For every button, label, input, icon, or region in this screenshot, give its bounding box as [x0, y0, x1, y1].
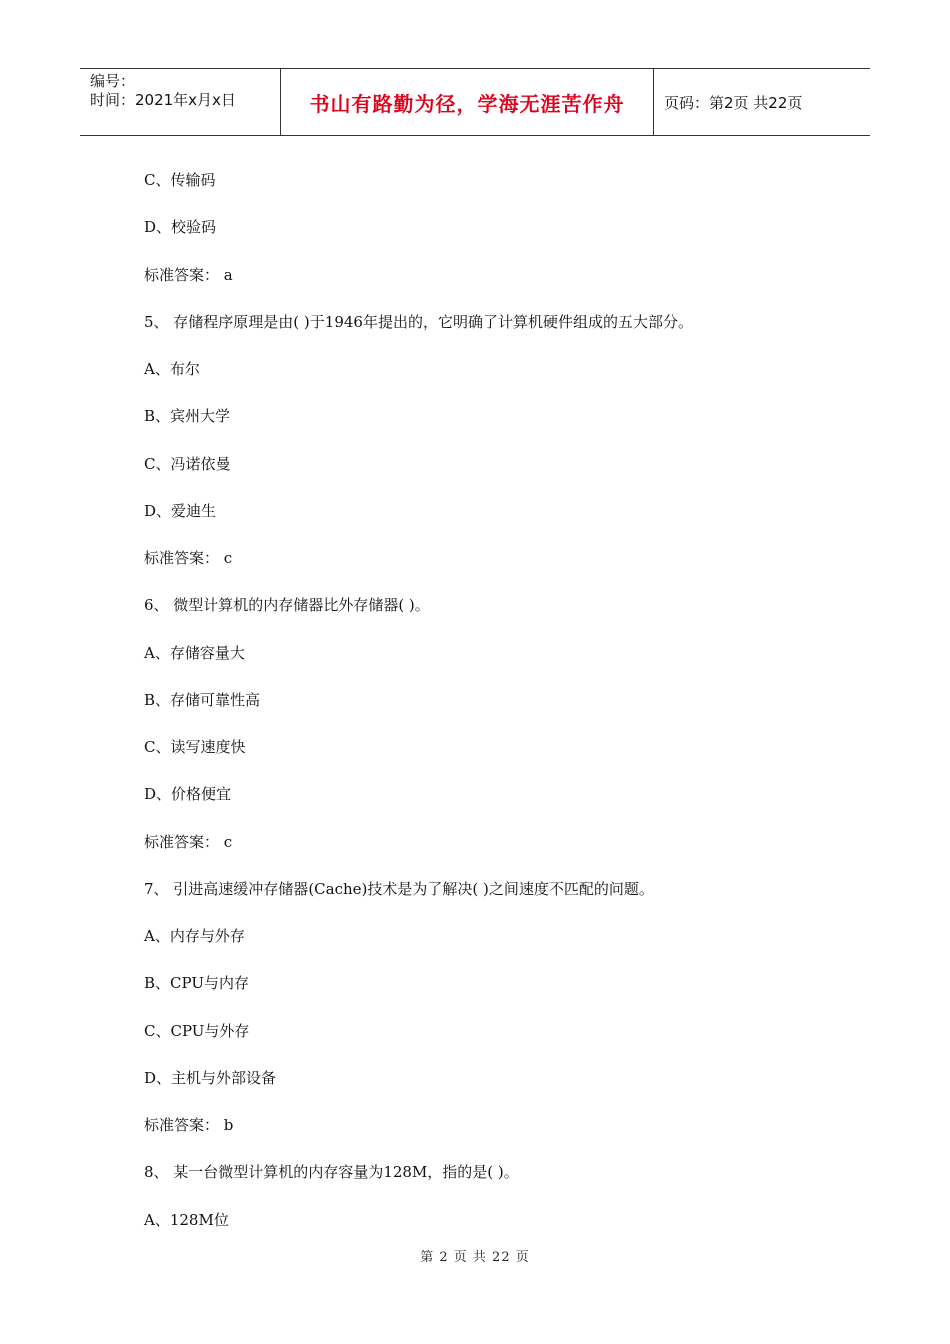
text-line: A、布尔	[144, 360, 200, 378]
text-line: C、读写速度快	[144, 738, 246, 756]
header-meta	[80, 69, 281, 135]
number-label: 编号：	[90, 72, 136, 90]
text-line: D、主机与外部设备	[144, 1068, 277, 1087]
question-line: 6、 微型计算机的内存储器比外存储器( )。	[144, 596, 430, 615]
question-line: 7、 引进高速缓冲存储器(Cache)技术是为了解决( )之间速度不匹配的问题。	[144, 879, 654, 898]
page-header	[80, 68, 870, 136]
text-line: C、冯诺依曼	[144, 454, 231, 473]
text-line: A、128M位	[144, 1210, 229, 1229]
answer-line: 标准答案： b	[144, 1116, 234, 1134]
question-line: 8、 某一台微型计算机的内存容量为128M，指的是( )。	[144, 1163, 519, 1182]
text-line: D、价格便宜	[144, 785, 232, 804]
text-line: D、爱迪生	[144, 501, 217, 520]
answer-line: 标准答案： c	[144, 832, 233, 851]
text-line: C、传输码	[144, 171, 216, 189]
time-label: 时间：2021年x月x日	[90, 91, 236, 109]
text-line: A、存储容量大	[144, 643, 245, 662]
text-line: C、CPU与外存	[144, 1021, 250, 1040]
text-line: B、存储可靠性高	[144, 690, 261, 709]
text-line: A、内存与外存	[144, 927, 245, 945]
text-line: D、校验码	[144, 218, 217, 237]
text-line: B、宾州大学	[144, 407, 231, 426]
header-motto: 书山有路勤为径，学海无涯苦作舟	[281, 69, 654, 135]
question-content	[144, 157, 844, 1244]
answer-line: 标准答案： a	[144, 265, 233, 284]
header-page-info: 页码：第2页 共22页	[664, 93, 803, 112]
page-footer: 第 2 页 共 22 页	[420, 1250, 530, 1265]
question-line: 5、 存储程序原理是由( )于1946年提出的，它明确了计算机硬件组成的五大部分。	[144, 312, 693, 331]
answer-line: 标准答案： c	[144, 549, 233, 567]
text-line: B、CPU与内存	[144, 974, 249, 993]
